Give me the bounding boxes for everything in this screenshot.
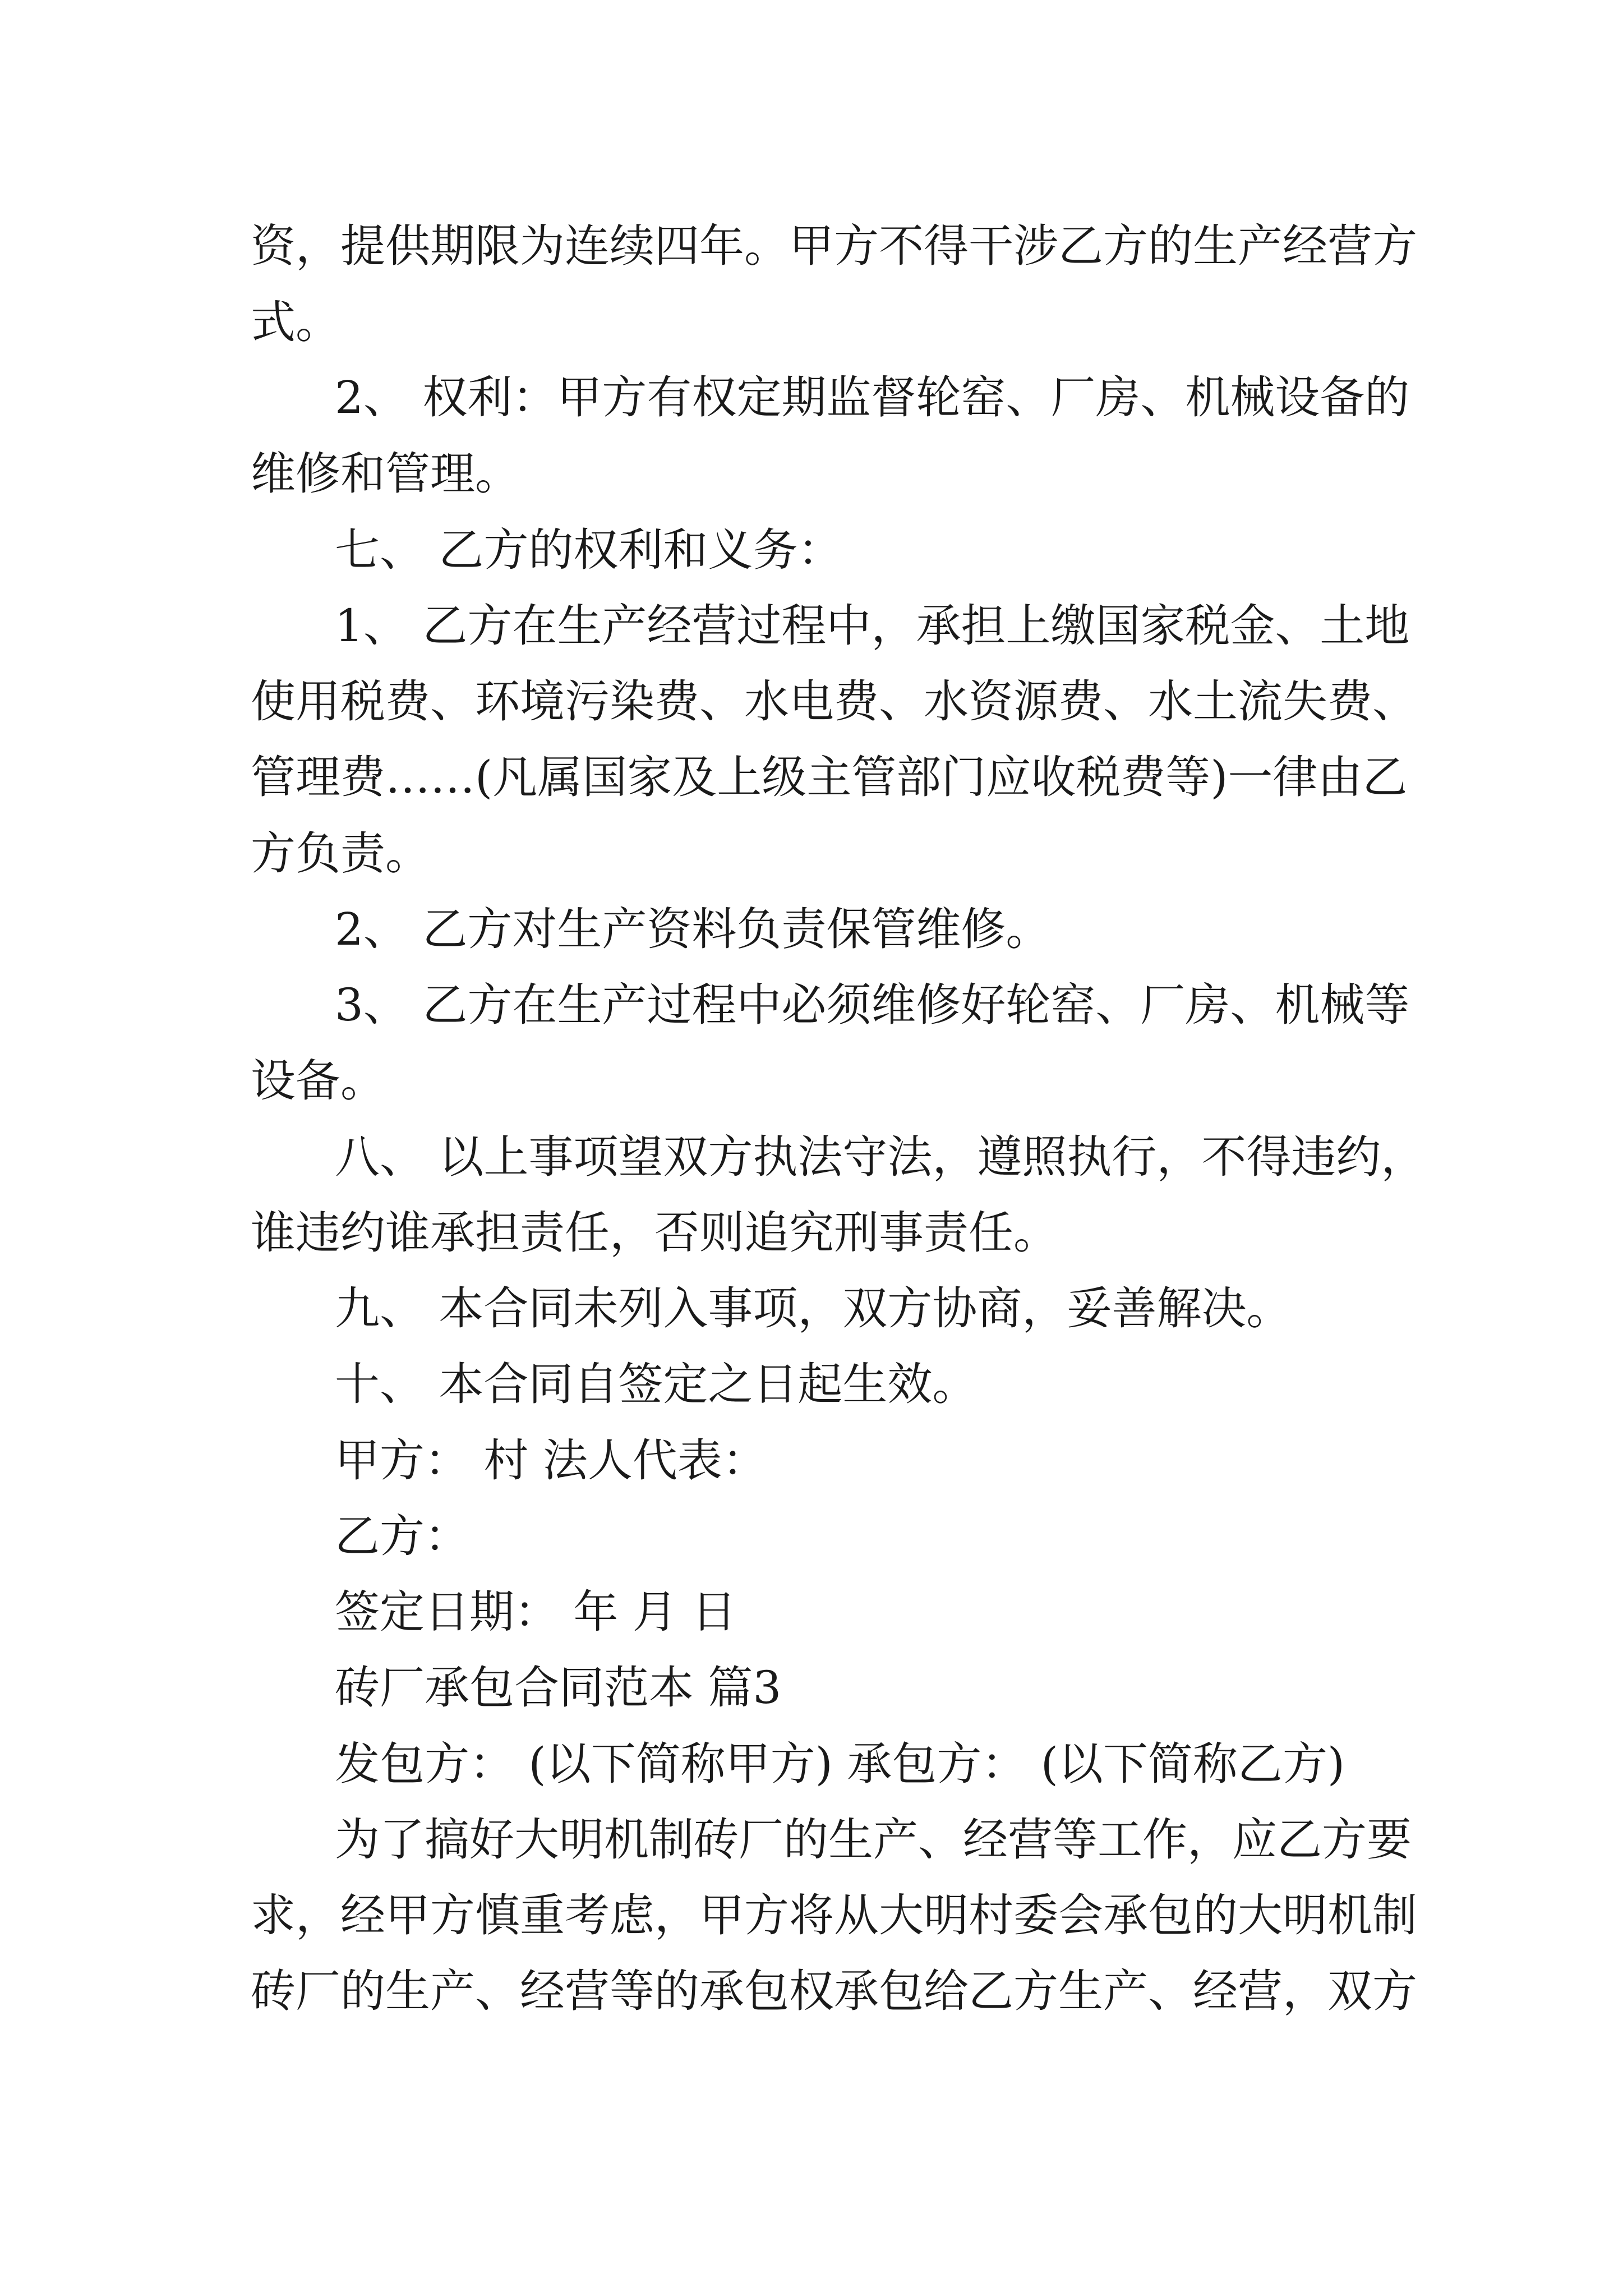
text-line: 为了搞好大明机制砖厂的生产、经营等工作，应乙方要	[335, 1814, 1412, 1866]
text-line: 签定日期： 年 月 日	[335, 1586, 737, 1638]
text-line: 2、 权利：甲方有权定期监督轮窑、厂房、机械设备的	[335, 371, 1410, 424]
text-line: 甲方： 村 法人代表：	[335, 1434, 767, 1487]
text-line: 设备。	[251, 1055, 385, 1107]
section-heading: 砖厂承包合同范本 篇3	[335, 1662, 782, 1714]
text-line: 3、 乙方在生产过程中必须维修好轮窑、厂房、机械等	[335, 979, 1410, 1031]
text-line: 资，提供期限为连续四年。甲方不得干涉乙方的生产经营方	[251, 220, 1417, 272]
text-line: 方负责。	[251, 827, 430, 880]
text-line: 谁违约谁承担责任，否则追究刑事责任。	[251, 1207, 1058, 1259]
text-line: 发包方： (以下简称甲方) 承包方： (以下简称乙方)	[335, 1738, 1345, 1790]
text-line: 八、 以上事项望双方执法守法，遵照执行，不得违约，	[335, 1131, 1426, 1183]
text-line: 乙方：	[335, 1510, 469, 1562]
text-line: 七、 乙方的权利和义务：	[335, 524, 843, 576]
text-line: 维修和管理。	[251, 448, 520, 500]
text-line: 求，经甲方慎重考虑，甲方将从大明村委会承包的大明机制	[251, 1889, 1417, 1941]
text-line: 管理费……(凡属国家及上级主管部门应收税费等)一律由乙	[251, 751, 1408, 803]
text-line: 十、 本合同自签定之日起生效。	[335, 1358, 978, 1410]
text-line: 九、 本合同未列入事项，双方协商，妥善解决。	[335, 1282, 1292, 1335]
text-line: 1、 乙方在生产经营过程中，承担上缴国家税金、土地	[335, 600, 1410, 652]
text-line: 砖厂的生产、经营等的承包权承包给乙方生产、经营，双方	[251, 1965, 1417, 2017]
text-line: 使用税费、环境污染费、水电费、水资源费、水土流失费、	[251, 675, 1417, 728]
text-line: 2、 乙方对生产资料负责保管维修。	[335, 903, 1051, 955]
text-line: 式。	[251, 296, 340, 348]
